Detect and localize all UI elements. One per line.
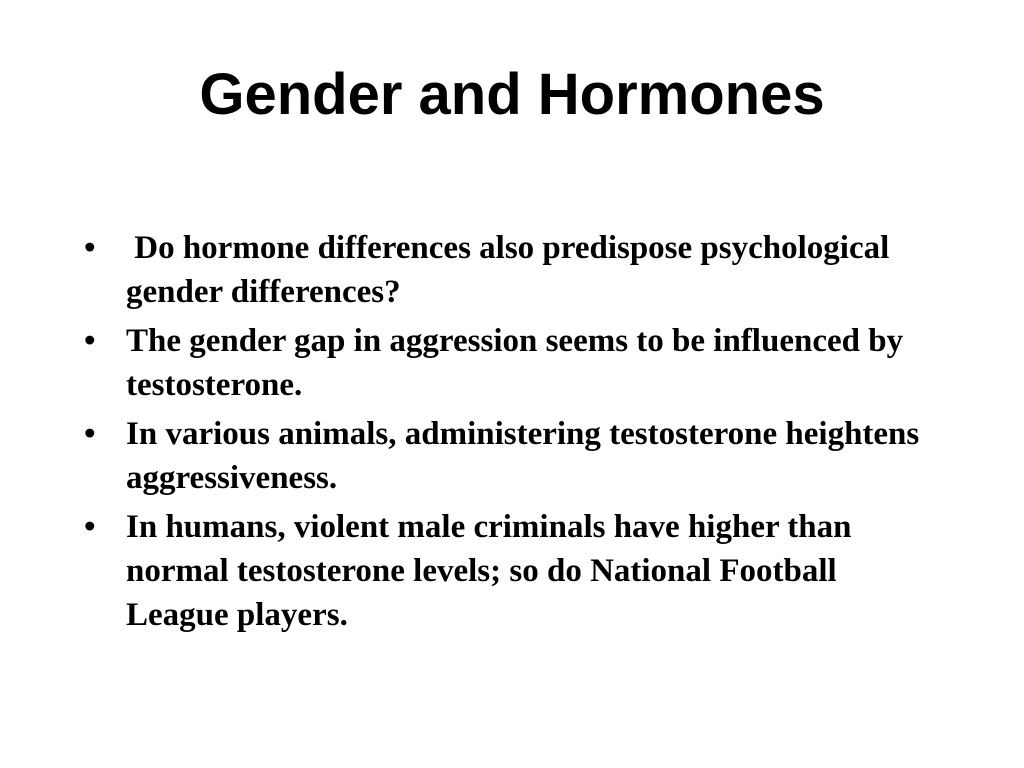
bullet-text: The gender gap in aggression seems to be influenced by testosterone.: [126, 323, 912, 403]
bullet-point-icon: •: [84, 509, 96, 545]
bullet-item-1: [84, 226, 944, 314]
bullet-point-icon: •: [84, 230, 96, 266]
bullet-point-icon: •: [84, 416, 96, 452]
bullet-text: In various animals, administering testosterone heightens aggressiveness.: [126, 416, 928, 496]
bullet-text: In humans, violent male criminals have higher than normal testosterone levels; so do National Football League players.: [126, 509, 860, 633]
bullet-item-2: [84, 319, 944, 407]
bullet-item-4: [84, 505, 944, 637]
slide-title: Gender and Hormones: [199, 62, 825, 127]
bullet-point-icon: •: [84, 323, 96, 359]
bullet-list: [84, 226, 944, 642]
bullet-item-3: [84, 412, 944, 500]
bullet-text: Do hormone differences also predispose psychological gender differences?: [126, 230, 898, 310]
